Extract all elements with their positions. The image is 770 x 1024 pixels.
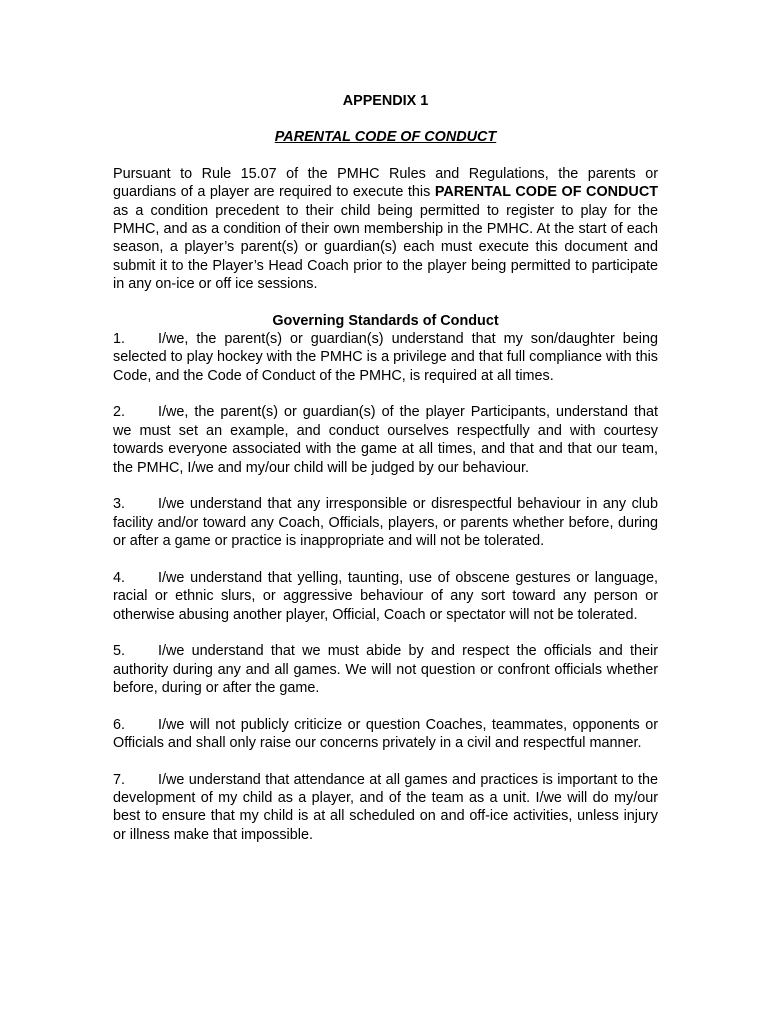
intro-paragraph — [113, 165, 658, 294]
item-text: I/we, the parent(s) or guardian(s) of the player Participants, understand that we must set an example, and conduct ourselves respectfully and with courtesy towards everyone associated with the game at all times, and that and that our team, the PMHC, I/we and my/our child will be judged by our behaviour. — [113, 404, 658, 476]
item-number: 7. — [113, 771, 126, 788]
item-number: 6. — [113, 716, 126, 733]
list-item — [113, 403, 658, 477]
item-text: I/we understand that any irresponsible or disrespectful behaviour in any club facility and/or toward any Coach, Officials, players, or parents whether before, during or after a game or practice is inappropriate and will not be tolerated. — [113, 496, 658, 550]
item-text: I/we understand that yelling, taunting, use of obscene gestures or language, racial or ethnic slurs, or aggressive behaviour of any sort toward any person or otherwise abusing another player, Official, Coach or spectator will not be tolerated. — [113, 569, 658, 623]
list-item — [113, 569, 658, 624]
list-item — [113, 495, 658, 550]
item-number: 2. — [113, 404, 126, 421]
item-number: 3. — [113, 496, 126, 513]
list-item — [113, 716, 658, 753]
item-number: 5. — [113, 643, 126, 660]
item-number: 4. — [113, 569, 126, 586]
document-page — [113, 92, 658, 862]
section-heading: Governing Standards of Conduct — [272, 312, 499, 329]
item-text: I/we will not publicly criticize or question Coaches, teammates, opponents or Officials and shall only raise our concerns privately in a civil and respectful manner. — [113, 716, 658, 751]
document-title: PARENTAL CODE OF CONDUCT — [274, 129, 497, 146]
list-item — [113, 642, 658, 697]
intro-text-1: Pursuant to Rule 15.07 of the PMHC Rules and Regulations, the parents or guardians of a player are required to execute this — [113, 165, 658, 201]
intro-text-2: as a condition precedent to their child being permitted to register to play for the PMHC, and as a condition of their own membership in the PMHC. At the start of each season, a player’s parent(s) or guardian(s) each must execute this document and submit it to the Player’s Head Coach prior to the player being permitted to participate in any on-ice or off ice sessions. — [113, 202, 658, 293]
list-item — [113, 330, 658, 385]
item-text: I/we, the parent(s) or guardian(s) understand that my son/daughter being selected to play hockey with the PMHC is a privilege and that full compliance with this Code, and the Code of Conduct of the PMHC, is required at all times. — [113, 331, 658, 384]
item-text: I/we understand that attendance at all games and practices is important to the development of my child as a player, and of the team as a unit. I/we will do my/our best to ensure that my child is at all scheduled on and off-ice activities, unless injury or illness make that impossible. — [113, 771, 658, 843]
list-item — [113, 771, 658, 845]
intro-bold-title: PARENTAL CODE OF CONDUCT — [434, 184, 658, 201]
item-number: 1. — [113, 331, 126, 348]
item-text: I/we understand that we must abide by and respect the officials and their authority during any and all games. We will not question or confront officials whether before, during or after the game. — [113, 643, 658, 696]
appendix-heading: APPENDIX 1 — [342, 93, 429, 109]
